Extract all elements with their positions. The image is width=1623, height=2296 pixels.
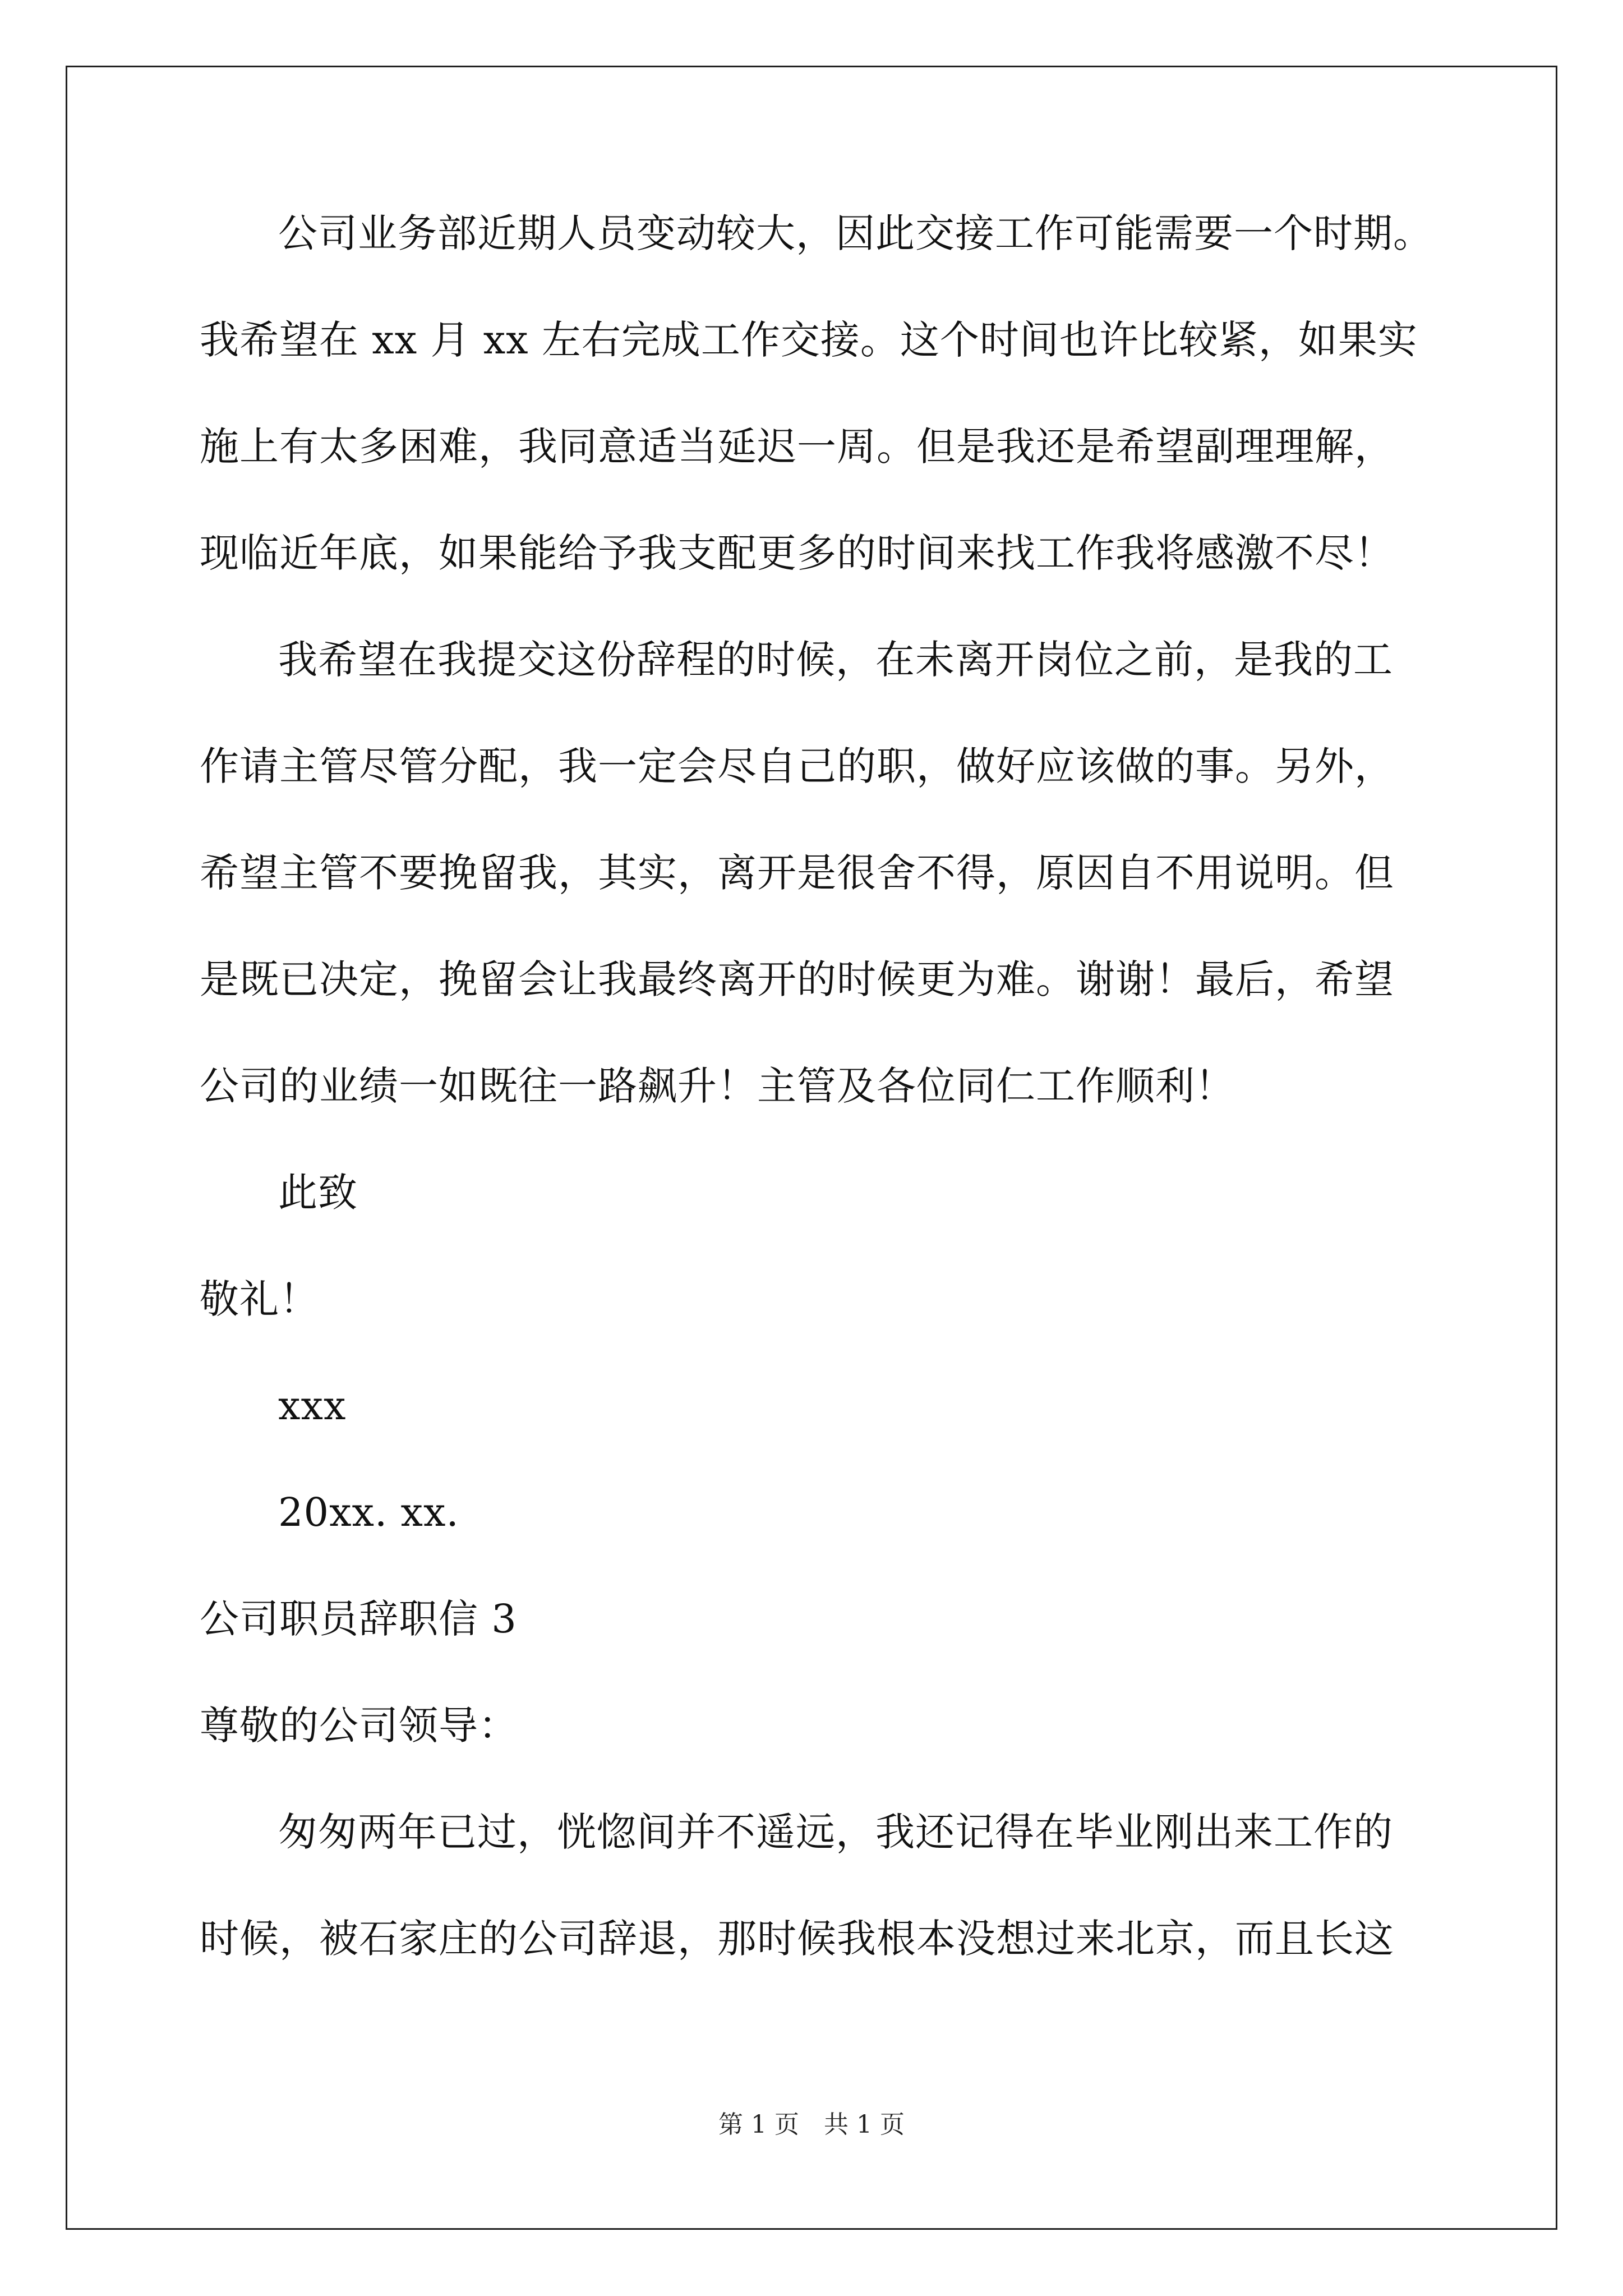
signature-name: xxx xyxy=(278,1383,347,1429)
greeting-text: 尊敬的公司领导： xyxy=(200,1703,518,1749)
section-title: 公司职员辞职信 3 xyxy=(200,1596,517,1642)
text-line: 我希望在我提交这份辞程的时候，在未离开岗位之前，是我的工 xyxy=(278,637,1393,683)
text-line: 我希望在 xx 月 xx 左右完成工作交接。这个时间也许比较紧，如果实 xyxy=(200,317,1418,363)
page-border xyxy=(66,66,1557,2230)
text-line: 作请主管尽管分配，我一定会尽自己的职，做好应该做的事。另外， xyxy=(200,743,1394,789)
text-line: 公司的业绩一如既往一路飙升！主管及各位同仁工作顺利！ xyxy=(200,1063,1235,1109)
text-line: 公司业务部近期人员变动较大，因此交接工作可能需要一个时期。 xyxy=(278,210,1433,256)
page-footer: 第 1 页 共 1 页 xyxy=(718,2110,905,2139)
text-line: 是既已决定，挽留会让我最终离开的时候更为难。谢谢！最后，希望 xyxy=(200,956,1394,1002)
text-line: 匆匆两年已过，恍惚间并不遥远，我还记得在毕业刚出来工作的 xyxy=(278,1809,1393,1855)
closing-text: 此致 xyxy=(278,1170,358,1216)
signature-date: 20xx. xx. xyxy=(278,1489,459,1535)
salutation-text: 敬礼！ xyxy=(200,1276,319,1322)
text-line: 施上有太多困难，我同意适当延迟一周。但是我还是希望副理理解， xyxy=(200,424,1394,470)
text-line: 时候，被石家庄的公司辞退，那时候我根本没想过来北京，而且长这 xyxy=(200,1916,1394,1962)
text-line: 希望主管不要挽留我，其实，离开是很舍不得，原因自不用说明。但 xyxy=(200,850,1394,896)
text-line: 现临近年底，如果能给予我支配更多的时间来找工作我将感激不尽！ xyxy=(200,530,1394,576)
